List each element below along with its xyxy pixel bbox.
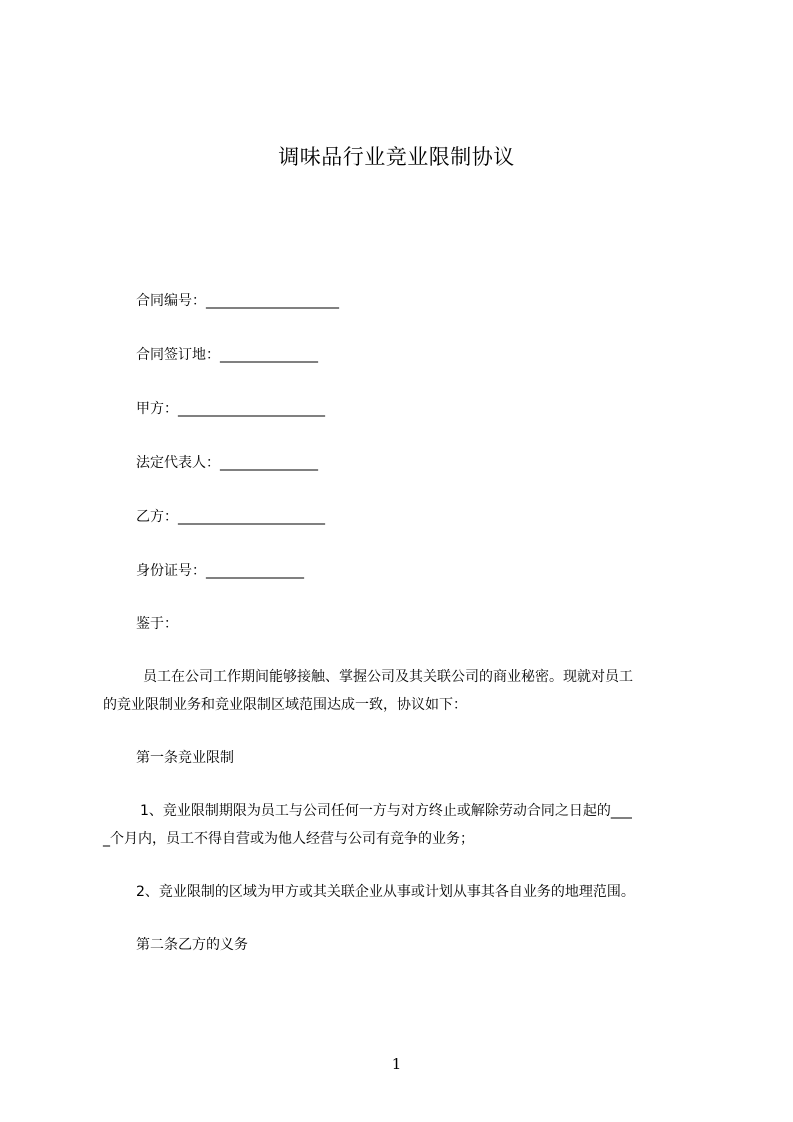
article-1-item-1-line-2: _个月内，员工不得自营或为他人经营与公司有竞争的业务；	[103, 831, 474, 847]
field-blank: ______________	[220, 455, 318, 471]
intro-line-1: 员工在公司工作期间能够接触、掌握公司及其关联公司的商业秘密。现就对员工	[143, 669, 633, 685]
field-blank: _____________________	[178, 509, 325, 525]
whereas-heading: 鉴于：	[136, 616, 178, 632]
field-label: 合同签订地：	[136, 347, 220, 363]
article-1-item-2: 2、竞业限制的区域为甲方或其关联企业从事或计划从事其各自业务的地理范围。	[136, 884, 635, 900]
field-label: 甲方：	[136, 401, 178, 417]
field-blank: ___________________	[206, 293, 339, 309]
article-2-heading: 第二条乙方的义务	[136, 937, 248, 953]
article-1-item-1-line-1: 1、竞业限制期限为员工与公司任何一方与对方终止或解除劳动合同之日起的___	[140, 803, 632, 819]
field-label: 合同编号：	[136, 293, 206, 309]
field-label: 乙方：	[136, 509, 178, 525]
field-blank: ______________	[206, 563, 304, 579]
intro-line-2: 的竞业限制业务和竞业限制区域范围达成一致，协议如下：	[103, 697, 467, 713]
field-id-number	[136, 561, 304, 581]
document-title: 调味品行业竞业限制协议	[278, 145, 515, 169]
field-party-b	[136, 507, 325, 527]
field-signing-place	[136, 345, 318, 365]
article-1-heading: 第一条竞业限制	[136, 750, 234, 766]
field-legal-representative	[136, 453, 318, 473]
field-contract-number	[136, 291, 339, 311]
article-1-item-1	[103, 797, 703, 853]
page-number: 1	[391, 1055, 402, 1073]
field-blank: ______________	[220, 347, 318, 363]
field-party-a	[136, 399, 325, 419]
intro-paragraph	[103, 663, 703, 719]
field-blank: _____________________	[178, 401, 325, 417]
field-label: 身份证号：	[136, 563, 206, 579]
field-label: 法定代表人：	[136, 455, 220, 471]
